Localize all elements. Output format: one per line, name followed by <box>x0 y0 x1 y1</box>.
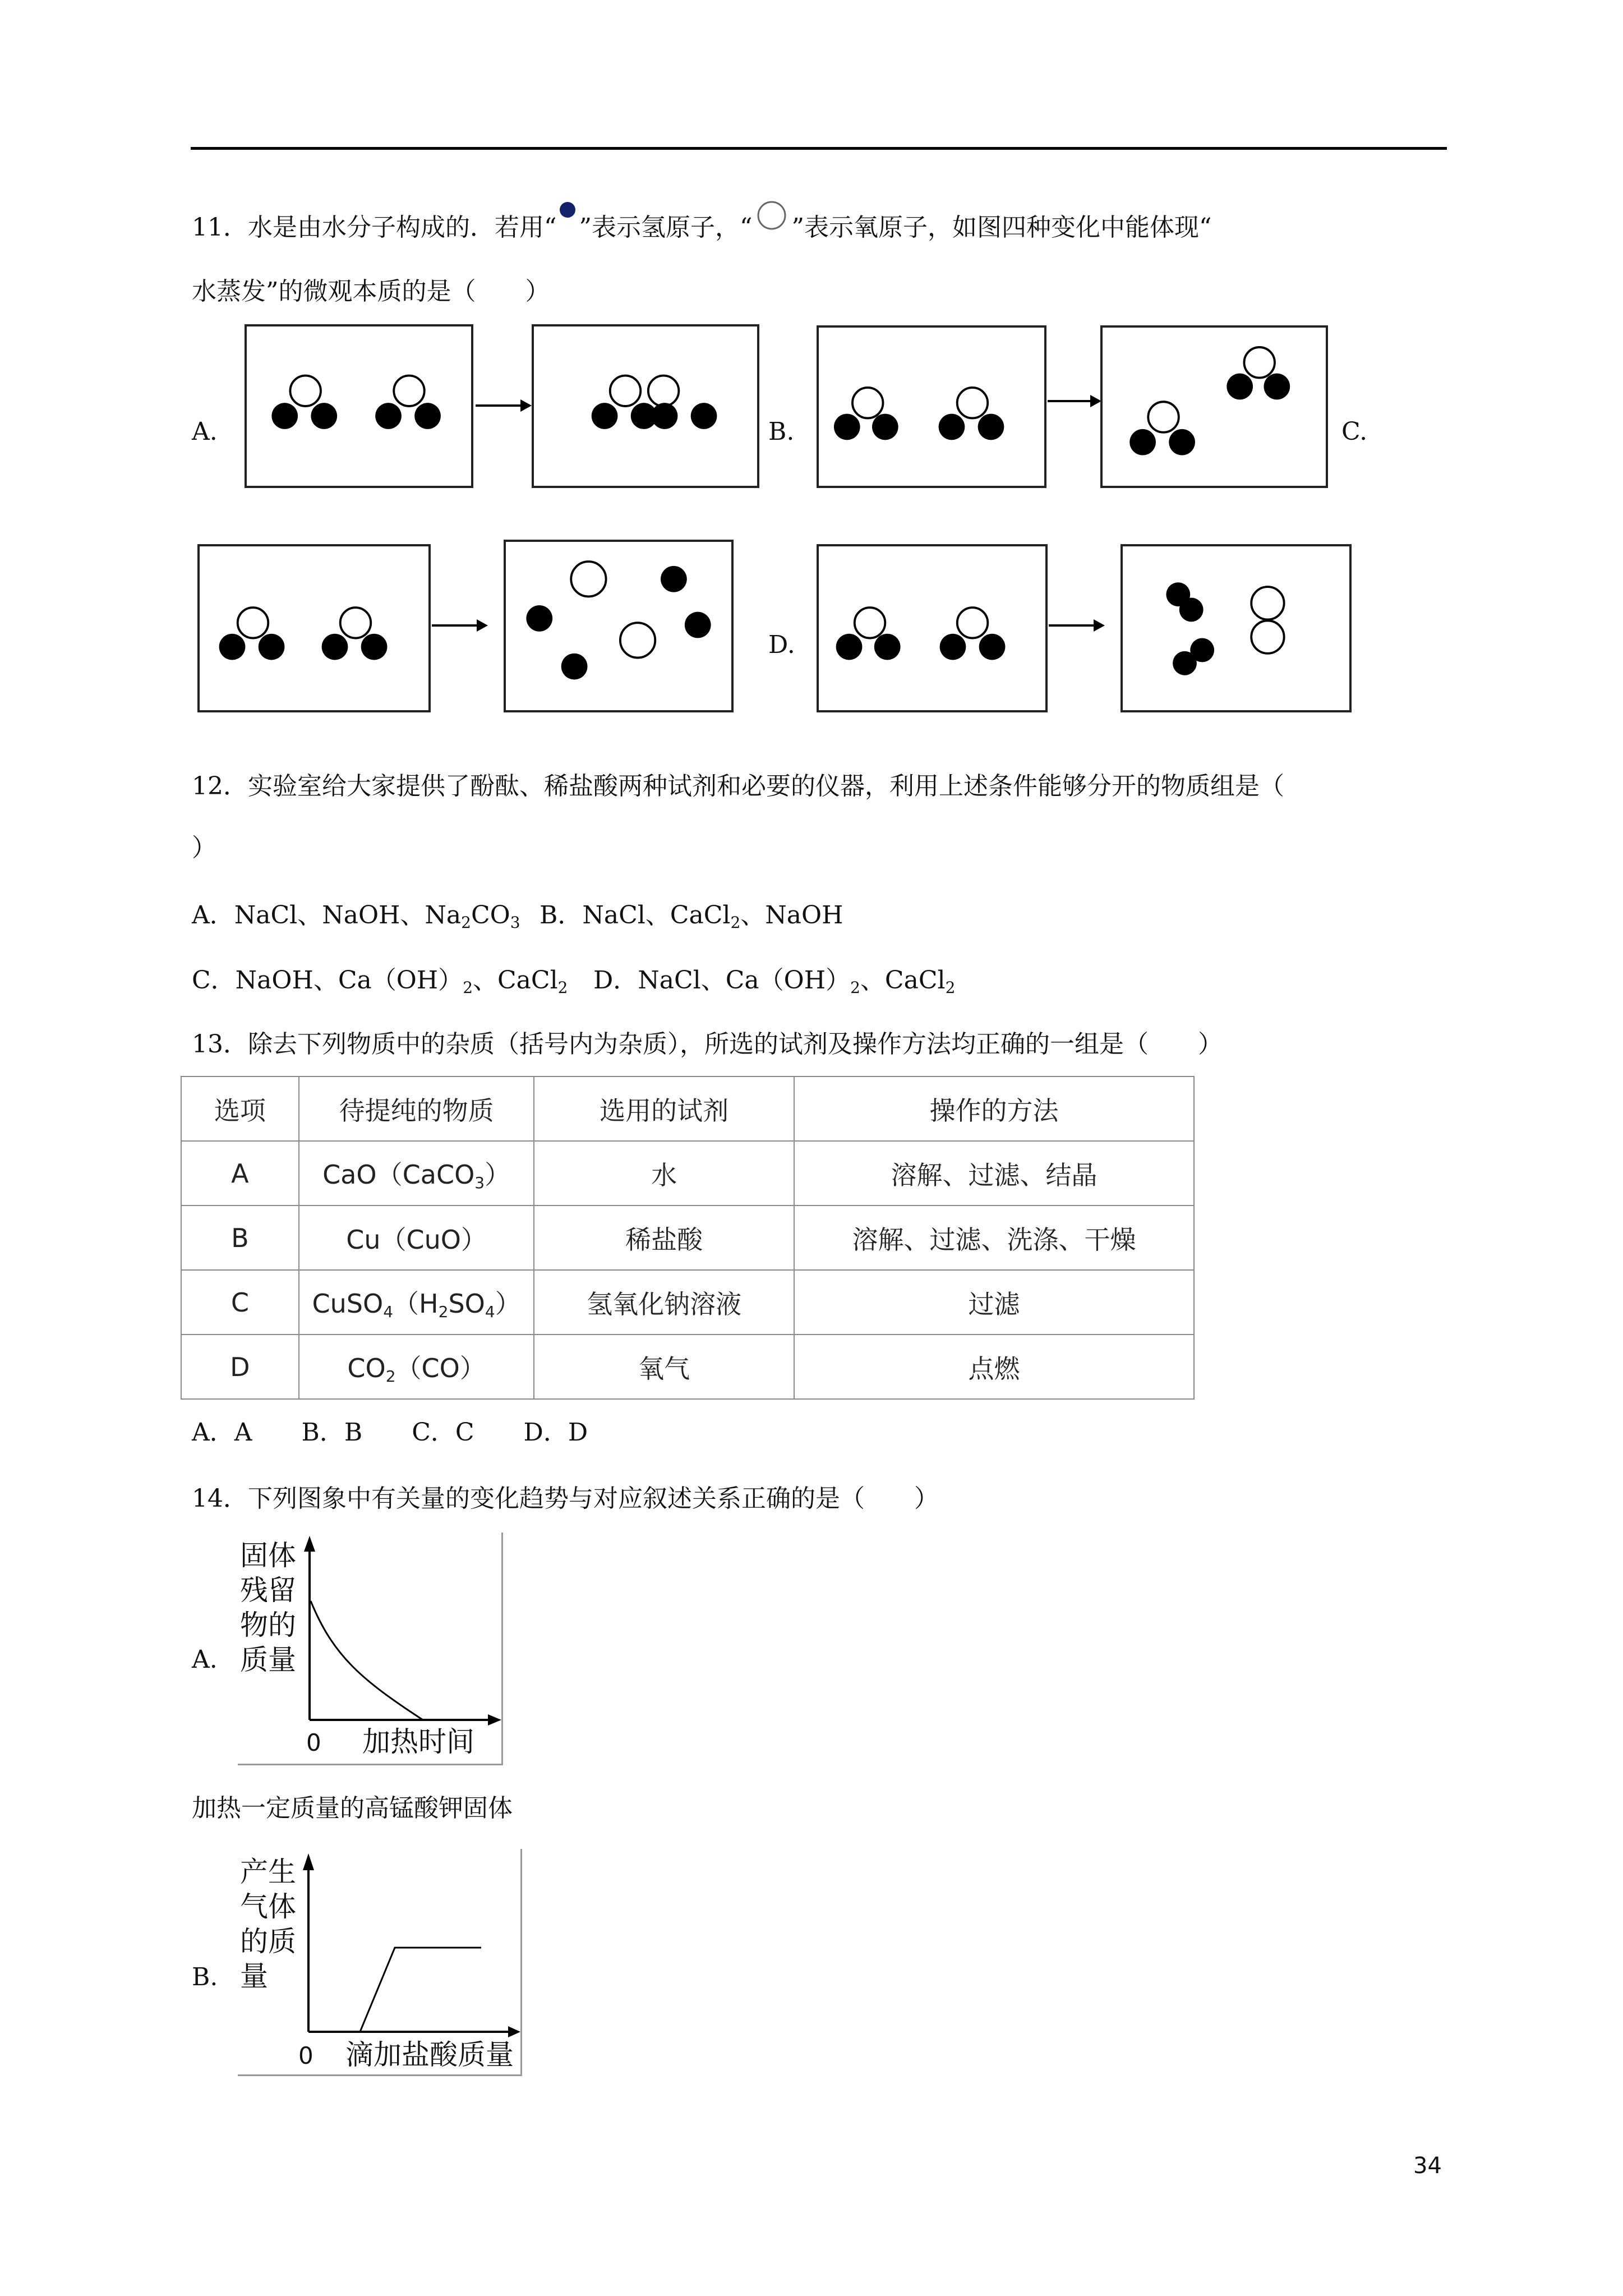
q12-option-d: D．NaCl、$Ca(OH)_2$、CaCl$_2$ <box>593 966 956 997</box>
arrow-right-icon <box>432 617 488 634</box>
x-axis-label: 滴加盐酸质量 <box>345 2039 514 2071</box>
water-molecule <box>322 608 388 660</box>
header-cell: 选项 <box>181 1076 299 1141</box>
water-molecule <box>271 376 337 429</box>
q11-option-d-before <box>817 544 1048 712</box>
water-molecule <box>939 388 1004 440</box>
q14-option-b-label: B. <box>192 1963 218 1991</box>
y-axis-label-line: 残留 <box>240 1574 296 1607</box>
y-axis-label-line: 物的 <box>240 1609 296 1641</box>
water-molecule <box>834 388 898 440</box>
y-axis-label-line: 质量 <box>240 1644 296 1676</box>
q11-text-b: ”表示氢原子，“ <box>579 213 753 242</box>
water-molecule <box>648 376 717 429</box>
hydrogen-molecule <box>1166 582 1203 622</box>
reagent-cell: 氧气 <box>534 1335 794 1399</box>
q11-option-a-label: A. <box>192 417 218 446</box>
arrow-up-icon <box>304 1536 315 1552</box>
q11-option-a-before <box>245 324 473 488</box>
table-row <box>181 1141 1194 1205</box>
graph-b <box>238 1849 522 2076</box>
q13-answers: A．A B．B C．C D．D <box>192 1418 588 1447</box>
method-cell: 点燃 <box>794 1335 1194 1399</box>
water-molecule <box>836 608 901 660</box>
header-rule <box>191 147 1447 150</box>
table-row <box>181 1205 1194 1270</box>
oxygen-molecule <box>1251 587 1284 654</box>
q11-option-b-before <box>817 325 1046 488</box>
reagent-cell: 氢氧化钠溶液 <box>534 1270 794 1335</box>
option-cell: B <box>181 1205 299 1270</box>
y-axis-label-line: 固体 <box>240 1539 296 1572</box>
header-cell: 选用的试剂 <box>534 1076 794 1141</box>
hydrogen-atom <box>685 612 711 638</box>
method-cell: 溶解、过滤、结晶 <box>794 1141 1194 1205</box>
q13-question: 13．除去下列物质中的杂质（括号内为杂质），所选的试剂及操作方法均正确的一组是（ ） <box>192 1030 1223 1059</box>
q12-option-a: A．NaCl、NaOH、$Na_2CO_3$ <box>192 901 520 932</box>
q11-text-c: ”表示氧原子，如图四种变化中能体现“ <box>791 213 1212 242</box>
water-molecule <box>1227 347 1290 399</box>
q11-option-b-label: B. <box>768 417 795 446</box>
header-cell: 操作的方法 <box>794 1076 1194 1141</box>
reagent-cell: 水 <box>534 1141 794 1205</box>
q11-option-d-label: D. <box>768 631 795 659</box>
x-axis-label: 加热时间 <box>362 1726 474 1758</box>
option-cell: D <box>181 1335 299 1399</box>
q11-option-c-before <box>197 544 431 712</box>
q11-option-c-after <box>504 540 734 712</box>
table-row <box>181 1335 1194 1399</box>
hydrogen-atom <box>526 605 552 632</box>
option-cell: A <box>181 1141 299 1205</box>
y-axis-label-line: 气体 <box>240 1890 296 1923</box>
q11-option-a-after <box>532 324 759 488</box>
arrow-right-icon <box>508 2026 520 2037</box>
q14-graph-a-caption: 加热一定质量的高锰酸钾固体 <box>192 1794 513 1823</box>
curve-line <box>308 1948 481 2032</box>
q11-line2: 水蒸发”的微观本质的是（ ） <box>192 277 550 306</box>
curve-line <box>311 1601 423 1720</box>
arrow-right-icon <box>1049 617 1105 634</box>
graph-a-plot <box>238 1533 501 1764</box>
page-number: 34 <box>1413 2153 1442 2179</box>
reagent-cell: 稀盐酸 <box>534 1205 794 1270</box>
water-molecule <box>1129 402 1195 455</box>
table-header-row <box>181 1076 1194 1141</box>
q11-option-b-after <box>1100 325 1328 488</box>
water-molecule <box>940 608 1006 660</box>
oxygen-atom-icon <box>752 211 791 233</box>
q11-text-a: 11．水是由水分子构成的．若用“ <box>192 213 557 242</box>
y-axis-label-line: 量 <box>240 1960 268 1993</box>
origin-label: 0 <box>298 2042 313 2069</box>
q12-line2: ） <box>192 834 216 862</box>
graph-a <box>238 1533 503 1765</box>
hydrogen-atom <box>661 566 687 592</box>
method-cell: 溶解、过滤、洗涤、干燥 <box>794 1205 1194 1270</box>
q11-option-c-label: C. <box>1341 417 1368 446</box>
q11-option-d-after <box>1121 544 1352 712</box>
table-row <box>181 1270 1194 1335</box>
water-molecule <box>592 376 657 429</box>
header-cell: 待提纯的物质 <box>299 1076 534 1141</box>
substance-cell: $CO_2(CO)$ <box>299 1335 534 1399</box>
arrow-right-icon <box>488 1714 501 1726</box>
q13-table <box>181 1076 1195 1400</box>
option-cell: C <box>181 1270 299 1335</box>
oxygen-atom <box>571 562 606 596</box>
substance-cell: $CuSO_4(H_2SO_4)$ <box>299 1270 534 1335</box>
water-molecule <box>375 376 441 429</box>
y-axis-label-line: 的质 <box>240 1925 296 1958</box>
substance-cell: CaO（CaCO$_3$） <box>299 1141 534 1205</box>
arrow-up-icon <box>303 1853 314 1870</box>
q14-option-a-label: A. <box>192 1645 218 1674</box>
arrow-right-icon <box>1048 393 1101 409</box>
oxygen-atom <box>620 623 655 657</box>
q11-line1 <box>192 211 1211 245</box>
q12-option-c: C．NaOH、$Ca(OH)_2$、CaCl$_2$ <box>192 966 568 997</box>
q12-line1: 12．实验室给大家提供了酚酞、稀盐酸两种试剂和必要的仪器，利用上述条件能够分开的物质组是（ <box>192 772 1284 800</box>
y-axis-label-line: 产生 <box>240 1856 296 1888</box>
hydrogen-molecule <box>1173 638 1214 675</box>
method-cell: 过滤 <box>794 1270 1194 1335</box>
water-molecule <box>219 608 285 660</box>
graph-b-plot <box>238 1849 520 2074</box>
origin-label: 0 <box>306 1729 321 1756</box>
arrow-right-icon <box>476 397 532 414</box>
substance-cell: Cu（CuO） <box>299 1205 534 1270</box>
hydrogen-atom-icon <box>556 211 579 233</box>
q14-question: 14．下列图象中有关量的变化趋势与对应叙述关系正确的是（ ） <box>192 1484 939 1513</box>
hydrogen-atom <box>561 654 588 680</box>
q12-option-b: B．NaCl、CaCl$_2$、NaOH <box>540 901 843 932</box>
